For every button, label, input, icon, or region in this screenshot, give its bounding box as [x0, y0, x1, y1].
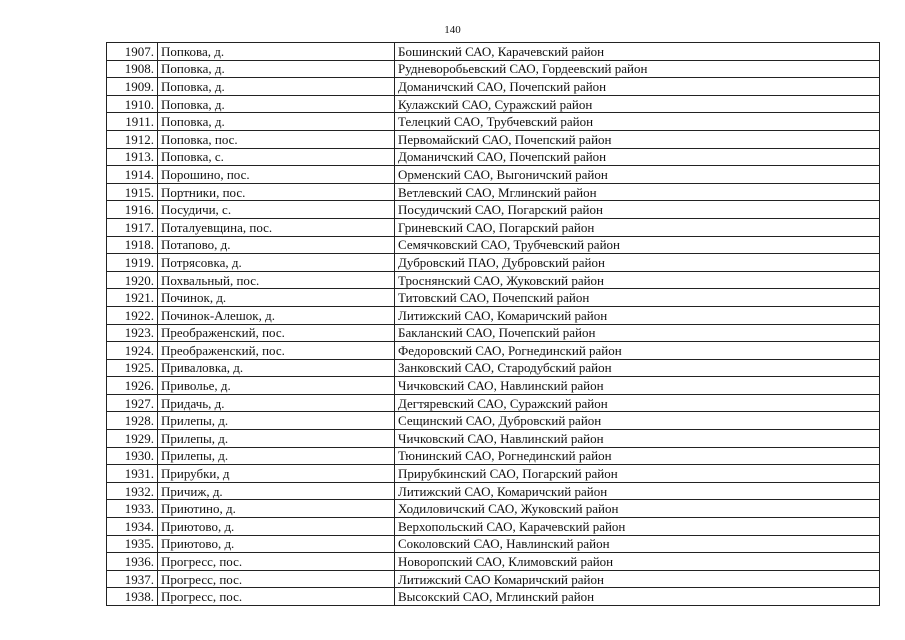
- row-number-cell: 1915.: [107, 183, 158, 201]
- administrative-unit-cell: Ветлевский САО, Мглинский район: [395, 183, 880, 201]
- page-number: 140: [444, 24, 461, 36]
- administrative-unit-cell: Орменский САО, Выгоничский район: [395, 166, 880, 184]
- settlement-name-cell: Поталуевщина, пос.: [158, 218, 395, 236]
- table-row: [107, 201, 880, 219]
- row-number-cell: 1934.: [107, 518, 158, 536]
- row-number-cell: 1933.: [107, 500, 158, 518]
- administrative-unit-cell: Верхопольский САО, Карачевский район: [395, 518, 880, 536]
- settlement-name-cell: Попкова, д.: [158, 43, 395, 61]
- administrative-unit-cell: Прирубкинский САО, Погарский район: [395, 465, 880, 483]
- row-number-cell: 1918.: [107, 236, 158, 254]
- administrative-unit-cell: Гриневский САО, Погарский район: [395, 218, 880, 236]
- row-number-cell: 1920.: [107, 271, 158, 289]
- administrative-unit-cell: Соколовский САО, Навлинский район: [395, 535, 880, 553]
- settlement-name-cell: Поповка, с.: [158, 148, 395, 166]
- table-row: [107, 218, 880, 236]
- row-number-cell: 1908.: [107, 60, 158, 78]
- table-row: [107, 324, 880, 342]
- settlement-name-cell: Похвальный, пос.: [158, 271, 395, 289]
- settlements-table: [106, 42, 880, 606]
- administrative-unit-cell: Дегтяревский САО, Суражский район: [395, 394, 880, 412]
- table-row: [107, 535, 880, 553]
- settlement-name-cell: Потрясовка, д.: [158, 254, 395, 272]
- settlement-name-cell: Приваловка, д.: [158, 359, 395, 377]
- table-row: [107, 465, 880, 483]
- row-number-cell: 1923.: [107, 324, 158, 342]
- row-number-cell: 1919.: [107, 254, 158, 272]
- administrative-unit-cell: Ходиловичский САО, Жуковский район: [395, 500, 880, 518]
- administrative-unit-cell: Литижский САО, Комаричский район: [395, 306, 880, 324]
- row-number-cell: 1907.: [107, 43, 158, 61]
- administrative-unit-cell: Занковский САО, Стародубский район: [395, 359, 880, 377]
- row-number-cell: 1914.: [107, 166, 158, 184]
- table-row: [107, 482, 880, 500]
- settlement-name-cell: Прилепы, д.: [158, 447, 395, 465]
- row-number-cell: 1924.: [107, 342, 158, 360]
- table-row: [107, 183, 880, 201]
- administrative-unit-cell: Новоропский САО, Климовский район: [395, 553, 880, 571]
- table-row: [107, 570, 880, 588]
- administrative-unit-cell: Литижский САО Комаричский район: [395, 570, 880, 588]
- row-number-cell: 1935.: [107, 535, 158, 553]
- settlement-name-cell: Прилепы, д.: [158, 412, 395, 430]
- table-row: [107, 306, 880, 324]
- row-number-cell: 1925.: [107, 359, 158, 377]
- table-row: [107, 430, 880, 448]
- row-number-cell: 1913.: [107, 148, 158, 166]
- table-row: [107, 447, 880, 465]
- table-row: [107, 553, 880, 571]
- table-row: [107, 166, 880, 184]
- table-row: [107, 394, 880, 412]
- settlement-name-cell: Посудичи, с.: [158, 201, 395, 219]
- administrative-unit-cell: Бакланский САО, Почепский район: [395, 324, 880, 342]
- settlement-name-cell: Починок-Алешок, д.: [158, 306, 395, 324]
- settlement-name-cell: Преображенский, пос.: [158, 324, 395, 342]
- row-number-cell: 1916.: [107, 201, 158, 219]
- settlement-name-cell: Поповка, пос.: [158, 130, 395, 148]
- administrative-unit-cell: Доманичский САО, Почепский район: [395, 148, 880, 166]
- settlement-name-cell: Поповка, д.: [158, 78, 395, 96]
- settlement-name-cell: Приволье, д.: [158, 377, 395, 395]
- row-number-cell: 1929.: [107, 430, 158, 448]
- administrative-unit-cell: Федоровский САО, Рогнединский район: [395, 342, 880, 360]
- administrative-unit-cell: Титовский САО, Почепский район: [395, 289, 880, 307]
- settlement-name-cell: Порошино, пос.: [158, 166, 395, 184]
- settlement-name-cell: Поповка, д.: [158, 113, 395, 131]
- administrative-unit-cell: Рудневоробьевский САО, Гордеевский район: [395, 60, 880, 78]
- row-number-cell: 1938.: [107, 588, 158, 606]
- row-number-cell: 1937.: [107, 570, 158, 588]
- administrative-unit-cell: Посудичский САО, Погарский район: [395, 201, 880, 219]
- table-row: [107, 588, 880, 606]
- table-row: [107, 342, 880, 360]
- row-number-cell: 1928.: [107, 412, 158, 430]
- administrative-unit-cell: Кулажский САО, Суражский район: [395, 95, 880, 113]
- settlement-name-cell: Прогресс, пос.: [158, 553, 395, 571]
- table-row: [107, 113, 880, 131]
- administrative-unit-cell: Первомайский САО, Почепский район: [395, 130, 880, 148]
- row-number-cell: 1909.: [107, 78, 158, 96]
- settlement-name-cell: Прирубки, д: [158, 465, 395, 483]
- table-row: [107, 518, 880, 536]
- settlement-name-cell: Поповка, д.: [158, 95, 395, 113]
- row-number-cell: 1927.: [107, 394, 158, 412]
- table-row: [107, 359, 880, 377]
- settlement-name-cell: Поповка, д.: [158, 60, 395, 78]
- settlement-name-cell: Приютино, д.: [158, 500, 395, 518]
- settlement-name-cell: Прилепы, д.: [158, 430, 395, 448]
- administrative-unit-cell: Семячковский САО, Трубчевский район: [395, 236, 880, 254]
- administrative-unit-cell: Бошинский САО, Карачевский район: [395, 43, 880, 61]
- row-number-cell: 1922.: [107, 306, 158, 324]
- settlement-name-cell: Потапово, д.: [158, 236, 395, 254]
- row-number-cell: 1910.: [107, 95, 158, 113]
- table-row: [107, 254, 880, 272]
- row-number-cell: 1932.: [107, 482, 158, 500]
- row-number-cell: 1911.: [107, 113, 158, 131]
- table-row: [107, 148, 880, 166]
- row-number-cell: 1930.: [107, 447, 158, 465]
- table-row: [107, 500, 880, 518]
- administrative-unit-cell: Литижский САО, Комаричский район: [395, 482, 880, 500]
- table-row: [107, 43, 880, 61]
- settlement-name-cell: Прогресс, пос.: [158, 588, 395, 606]
- row-number-cell: 1936.: [107, 553, 158, 571]
- table-body: [107, 43, 880, 606]
- settlement-name-cell: Придачь, д.: [158, 394, 395, 412]
- table-row: [107, 78, 880, 96]
- administrative-unit-cell: Дубровский ПАО, Дубровский район: [395, 254, 880, 272]
- table-row: [107, 412, 880, 430]
- administrative-unit-cell: Сещинский САО, Дубровский район: [395, 412, 880, 430]
- settlement-name-cell: Преображенский, пос.: [158, 342, 395, 360]
- table-row: [107, 271, 880, 289]
- table-row: [107, 60, 880, 78]
- settlement-name-cell: Портники, пос.: [158, 183, 395, 201]
- administrative-unit-cell: Доманичский САО, Почепский район: [395, 78, 880, 96]
- table-row: [107, 130, 880, 148]
- table-row: [107, 95, 880, 113]
- administrative-unit-cell: Телецкий САО, Трубчевский район: [395, 113, 880, 131]
- settlement-name-cell: Прогресс, пос.: [158, 570, 395, 588]
- row-number-cell: 1921.: [107, 289, 158, 307]
- administrative-unit-cell: Высокский САО, Мглинский район: [395, 588, 880, 606]
- administrative-unit-cell: Троснянский САО, Жуковский район: [395, 271, 880, 289]
- table-row: [107, 289, 880, 307]
- row-number-cell: 1926.: [107, 377, 158, 395]
- settlement-name-cell: Починок, д.: [158, 289, 395, 307]
- administrative-unit-cell: Тюнинский САО, Рогнединский район: [395, 447, 880, 465]
- settlement-name-cell: Приютово, д.: [158, 535, 395, 553]
- table-row: [107, 236, 880, 254]
- settlement-name-cell: Приютово, д.: [158, 518, 395, 536]
- settlement-name-cell: Причиж, д.: [158, 482, 395, 500]
- row-number-cell: 1912.: [107, 130, 158, 148]
- row-number-cell: 1931.: [107, 465, 158, 483]
- administrative-unit-cell: Чичковский САО, Навлинский район: [395, 430, 880, 448]
- row-number-cell: 1917.: [107, 218, 158, 236]
- table-row: [107, 377, 880, 395]
- administrative-unit-cell: Чичковский САО, Навлинский район: [395, 377, 880, 395]
